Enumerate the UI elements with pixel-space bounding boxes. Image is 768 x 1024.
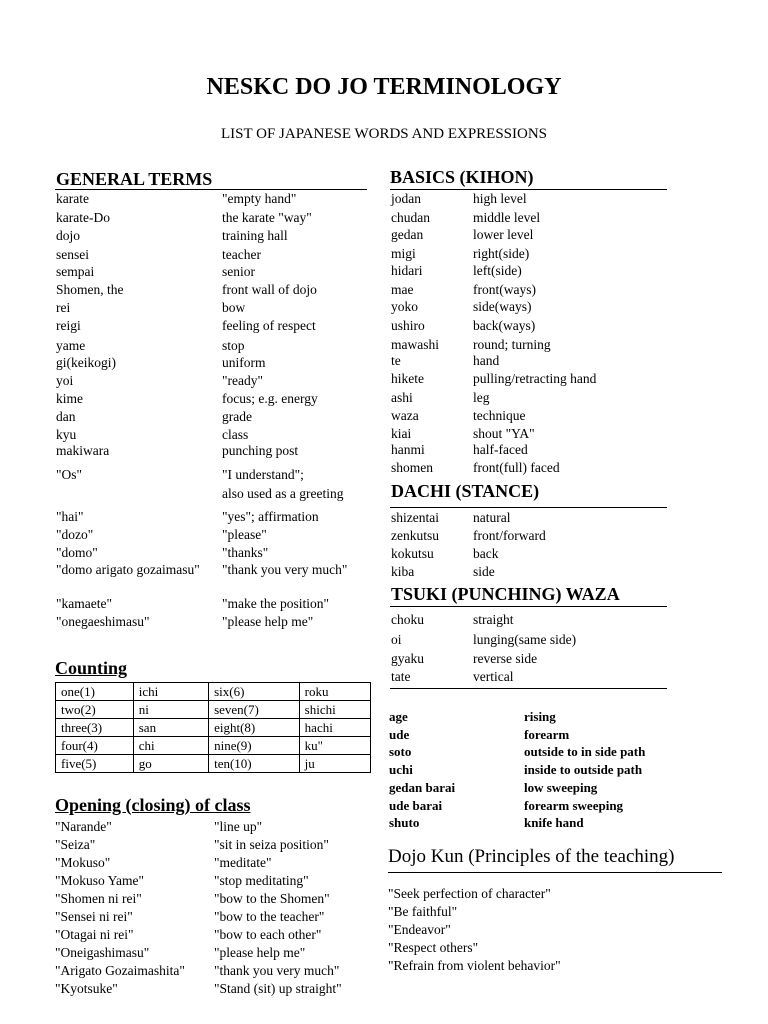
general-term-meaning: also used as a greeting: [222, 486, 344, 501]
counting-japanese: ju: [299, 755, 370, 773]
general-term-meaning: teacher: [222, 247, 261, 262]
opening-meaning: "sit in seiza position": [214, 837, 329, 852]
general-term-word: dojo: [56, 228, 81, 243]
basics-meaning: technique: [473, 408, 526, 423]
uke-term: shuto: [389, 815, 420, 831]
basics-term: kiai: [391, 426, 412, 441]
counting-number: one(1): [56, 683, 134, 701]
counting-japanese: hachi: [299, 719, 370, 737]
basics-rule: [390, 189, 667, 190]
counting-japanese: shichi: [299, 701, 370, 719]
basics-term: mawashi: [391, 337, 439, 352]
tsuki-heading: TSUKI (PUNCHING) WAZA: [391, 584, 620, 604]
basics-meaning: leg: [473, 390, 490, 405]
tsuki-rule: [390, 606, 667, 607]
general-term-word: "kamaete": [56, 596, 112, 611]
uke-term: gedan barai: [389, 779, 456, 795]
punch-meaning: vertical: [473, 669, 514, 684]
uke-meaning: rising: [524, 709, 556, 724]
general-term-word: reigi: [56, 318, 81, 333]
uke-meaning: low sweeping: [524, 779, 598, 795]
basics-term: migi: [391, 246, 416, 261]
general-term-meaning: "make the position": [222, 596, 330, 611]
punch-meaning: reverse side: [473, 651, 538, 666]
stance-term: shizentai: [391, 510, 439, 525]
basics-term: waza: [391, 408, 419, 423]
counting-number: eight(8): [209, 719, 300, 737]
basics-meaning: half-faced: [473, 442, 528, 457]
counting-japanese: ni: [133, 701, 208, 719]
general-term-word: sempai: [56, 264, 95, 279]
opening-command: "Mokuso Yame": [55, 873, 145, 888]
general-term-meaning: "thanks": [222, 545, 269, 560]
general-term-word: Shomen, the: [56, 282, 124, 297]
general-term-meaning: focus; e.g. energy: [222, 391, 318, 406]
counting-number: seven(7): [209, 701, 300, 719]
general-term-meaning: punching post: [222, 443, 299, 458]
opening-command: "Otagai ni rei": [55, 927, 134, 942]
uke-meaning: forearm: [524, 726, 570, 742]
dojo-kun-rule: [388, 872, 722, 873]
uke-meaning: forearm sweeping: [524, 797, 624, 813]
opening-meaning: "line up": [214, 819, 263, 834]
general-term-word: karate: [56, 191, 89, 206]
opening-meaning: "bow to the Shomen": [214, 891, 330, 906]
counting-row: [56, 683, 371, 701]
general-term-meaning: "empty hand": [222, 191, 297, 206]
opening-meaning: "thank you very much": [214, 963, 340, 978]
general-term-meaning: senior: [222, 264, 255, 279]
basics-meaning: lower level: [473, 227, 534, 242]
general-term-word: gi(keikogi): [56, 355, 116, 370]
opening-command: "Seiza": [55, 837, 96, 852]
counting-row: [56, 701, 371, 719]
counting-row: [56, 755, 371, 773]
opening-command: "Oneigashimasu": [55, 945, 150, 960]
counting-number: four(4): [56, 737, 134, 755]
counting-number: nine(9): [209, 737, 300, 755]
basics-term: ashi: [391, 390, 413, 405]
general-term-meaning: "thank you very much": [222, 562, 348, 577]
general-term-word: karate-Do: [56, 210, 110, 225]
stance-term: kokutsu: [391, 546, 434, 561]
counting-japanese: ichi: [133, 683, 208, 701]
general-term-meaning: grade: [222, 409, 252, 424]
dojo-kun-principle: "Refrain from violent behavior": [388, 958, 561, 973]
opening-meaning: "Stand (sit) up straight": [214, 981, 342, 996]
basics-meaning: left(side): [473, 263, 522, 278]
general-term-meaning: "ready": [222, 373, 264, 388]
general-term-word: "domo arigato gozaimasu": [56, 562, 200, 577]
basics-term: ushiro: [391, 318, 425, 333]
basics-meaning: right(side): [473, 246, 530, 261]
uke-term: uchi: [389, 762, 413, 778]
tsuki-bottom-rule: [390, 688, 667, 689]
opening-command: "Arigato Gozaimashita": [55, 963, 185, 978]
counting-heading: Counting: [55, 658, 128, 678]
uke-meaning: knife hand: [524, 815, 584, 831]
counting-japanese: chi: [133, 737, 208, 755]
opening-meaning: "please help me": [214, 945, 306, 960]
stance-meaning: side: [473, 564, 495, 579]
dojo-kun-principle: "Endeavor": [388, 922, 451, 937]
dachi-rule: [390, 507, 667, 508]
basics-term: hidari: [391, 263, 423, 278]
basics-term: jodan: [391, 191, 421, 206]
dojo-kun-principle: "Seek perfection of character": [388, 886, 551, 901]
dojo-kun-principle: "Respect others": [388, 940, 479, 955]
general-term-meaning: "please": [222, 527, 267, 542]
counting-number: two(2): [56, 701, 134, 719]
punch-term: tate: [391, 669, 411, 684]
opening-command: "Mokuso": [55, 855, 111, 870]
dojo-kun-principle: "Be faithful": [388, 904, 458, 919]
general-term-word: "dozo": [56, 527, 94, 542]
basics-meaning: high level: [473, 191, 527, 206]
general-term-word: rei: [56, 300, 71, 315]
counting-number: three(3): [56, 719, 134, 737]
stance-meaning: natural: [473, 510, 511, 525]
punch-term: gyaku: [391, 651, 424, 666]
counting-japanese: go: [133, 755, 208, 773]
punch-meaning: lunging(same side): [473, 632, 577, 647]
counting-number: ten(10): [209, 755, 300, 773]
general-term-meaning: training hall: [222, 228, 288, 243]
opening-heading: Opening (closing) of class: [55, 795, 251, 815]
page-subtitle: LIST OF JAPANESE WORDS AND EXPRESSIONS: [220, 126, 548, 142]
punch-meaning: straight: [473, 612, 514, 627]
general-term-meaning: "please help me": [222, 614, 314, 629]
uke-term: age: [389, 709, 408, 724]
counting-row: [56, 737, 371, 755]
general-term-word: kyu: [56, 427, 77, 442]
opening-command: "Shomen ni rei": [55, 891, 142, 906]
counting-japanese: ku": [299, 737, 370, 755]
opening-command: "Narande": [55, 819, 112, 834]
basics-meaning: pulling/retracting hand: [473, 371, 597, 386]
general-term-meaning: feeling of respect: [222, 318, 316, 333]
basics-term: yoko: [391, 299, 418, 314]
basics-meaning: front(full) faced: [473, 460, 560, 475]
uke-term: soto: [389, 744, 412, 760]
general-term-meaning: class: [222, 427, 249, 442]
uke-meaning: inside to outside path: [524, 762, 643, 778]
basics-meaning: middle level: [473, 210, 541, 225]
general-term-meaning: the karate "way": [222, 210, 312, 225]
counting-row: [56, 719, 371, 737]
counting-number: six(6): [209, 683, 300, 701]
opening-command: "Kyotsuke": [55, 981, 118, 996]
general-term-meaning: "yes"; affirmation: [222, 509, 319, 524]
counting-table: [55, 682, 371, 773]
general-term-meaning: bow: [222, 300, 246, 315]
counting-number: five(5): [56, 755, 134, 773]
general-term-word: "hai": [56, 509, 84, 524]
stance-meaning: front/forward: [473, 528, 546, 543]
basics-meaning: side(ways): [473, 299, 532, 314]
stance-term: zenkutsu: [391, 528, 439, 543]
punch-term: choku: [391, 612, 424, 627]
general-term-word: kime: [56, 391, 83, 406]
basics-term: chudan: [391, 210, 430, 225]
basics-meaning: front(ways): [473, 282, 536, 297]
counting-japanese: san: [133, 719, 208, 737]
counting-japanese: roku: [299, 683, 370, 701]
uke-meaning: outside to in side path: [524, 744, 646, 760]
general-term-word: "onegaeshimasu": [56, 614, 150, 629]
dojo-kun-heading: Dojo Kun (Principles of the teaching): [388, 846, 675, 867]
stance-meaning: back: [473, 546, 499, 561]
general-term-meaning: uniform: [222, 355, 266, 370]
general-terms-rule: [55, 189, 367, 190]
basics-meaning: back(ways): [473, 318, 536, 333]
general-terms-heading: GENERAL TERMS: [56, 169, 213, 189]
general-term-word: yoi: [56, 373, 74, 388]
basics-term: hikete: [391, 371, 424, 386]
page-title: NESKC DO JO TERMINOLOGY: [206, 74, 562, 100]
opening-meaning: "bow to the teacher": [214, 909, 325, 924]
opening-meaning: "meditate": [214, 855, 272, 870]
uke-term: ude barai: [389, 797, 443, 813]
basics-term: mae: [391, 282, 414, 297]
basics-meaning: round; turning: [473, 337, 551, 352]
basics-term: hanmi: [391, 442, 425, 457]
punch-term: oi: [391, 632, 402, 647]
basics-meaning: hand: [473, 353, 500, 368]
dachi-heading: DACHI (STANCE): [391, 481, 540, 501]
general-term-word: makiwara: [56, 443, 110, 458]
general-term-meaning: "I understand";: [222, 467, 304, 482]
general-term-word: yame: [56, 338, 86, 353]
general-term-word: "Os": [56, 467, 83, 482]
general-term-word: sensei: [56, 247, 89, 262]
basics-meaning: shout "YA": [473, 426, 535, 441]
opening-meaning: "bow to each other": [214, 927, 322, 942]
general-term-word: dan: [56, 409, 76, 424]
basics-term: te: [391, 353, 401, 368]
general-term-meaning: stop: [222, 338, 245, 353]
stance-term: kiba: [391, 564, 415, 579]
basics-heading: BASICS (KIHON): [390, 167, 534, 187]
opening-command: "Sensei ni rei": [55, 909, 133, 924]
general-term-meaning: front wall of dojo: [222, 282, 317, 297]
basics-term: shomen: [391, 460, 433, 475]
basics-term: gedan: [391, 227, 424, 242]
uke-term: ude: [389, 726, 410, 742]
general-term-word: "domo": [56, 545, 98, 560]
opening-meaning: "stop meditating": [214, 873, 309, 888]
